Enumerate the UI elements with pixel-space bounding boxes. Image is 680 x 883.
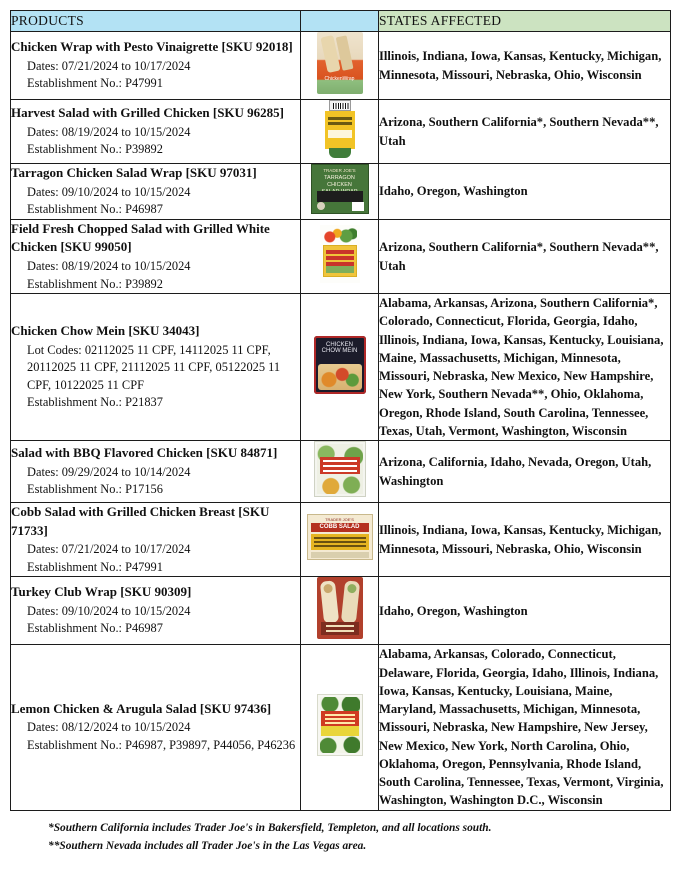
table-row <box>11 503 671 577</box>
table-row <box>11 577 671 645</box>
product-establishment: Establishment No.: P21837 <box>27 395 163 410</box>
footnotes <box>10 819 670 856</box>
states-list: Alabama, Arkansas, Arizona, Southern California*, Colorado, Connecticut, Florida, Georgia, Idaho, Illinois, Indiana, Iowa, Kansas, Kentucky, Louisiana, Maine, Massachusetts, Michigan, Minnesota, Missouri, Nebraska, New Mexico, New Hampshire, New York, Southern Nevada**, Ohio, Oklahoma, Oregon, Rhode Island, South Carolina, Tennessee, Texas, Utah, Vermont, Washington, Wisconsin <box>379 296 664 438</box>
column-header-products: PRODUCTS <box>11 11 301 32</box>
product-details-cell <box>11 577 301 645</box>
states-list: Arizona, Southern California*, Southern Nevada**, Utah <box>379 240 659 273</box>
footnote-southern-nevada: **Southern Nevada includes all Trader Joe's in the Las Vegas area. <box>48 839 367 852</box>
product-establishment: Establishment No.: P46987, P39897, P44056, P46236 <box>27 738 296 753</box>
product-dates: Dates: 09/29/2024 to 10/14/2024 <box>27 464 191 479</box>
recall-table <box>10 10 671 811</box>
product-details-cell <box>11 32 301 100</box>
tarragon-chicken-salad-wrap-package-image: TRADER JOE'S TARRAGON CHICKEN <box>311 164 369 214</box>
table-row <box>11 100 671 164</box>
product-dates: Dates: 08/19/2024 to 10/15/2024 <box>27 258 191 273</box>
product-details-cell <box>11 294 301 441</box>
product-dates: Dates: 07/21/2024 to 10/17/2024 <box>27 58 191 73</box>
table-row <box>11 220 671 294</box>
product-name: Field Fresh Chopped Salad with Grilled White Chicken [SKU 99050] <box>11 221 270 255</box>
table-row <box>11 645 671 810</box>
product-image-cell <box>301 503 379 577</box>
states-affected-cell <box>379 32 671 100</box>
states-list: Alabama, Arkansas, Colorado, Connecticut, Delaware, Florida, Georgia, Idaho, Illinois, Indiana, Iowa, Kansas, Kentucky, Louisiana, Maine, Maryland, Massachusetts, Michigan, Minnesota, Missouri, Nebraska, New Hampshire, New Jersey, New Mexico, New York, North Carolina, Ohio, Oklahoma, Oregon, Pennsylvania, Rhode Island, South Carolina, Tennessee, Texas, Vermont, Virginia, Washington, Washington D.C., Wisconsin <box>379 647 664 808</box>
chicken-wrap-pesto-vinaigrette-package-image: ChickenWrap <box>317 32 363 94</box>
states-affected-cell <box>379 100 671 164</box>
product-dates: Dates: 07/21/2024 to 10/17/2024 <box>27 542 191 557</box>
product-image-cell <box>301 645 379 810</box>
product-dates: Dates: 08/12/2024 to 10/15/2024 <box>27 720 191 735</box>
product-dates: Dates: 09/10/2024 to 10/15/2024 <box>27 603 191 618</box>
table-row <box>11 32 671 100</box>
states-affected-cell <box>379 441 671 503</box>
field-fresh-chopped-salad-package-image <box>320 225 360 283</box>
states-affected-cell <box>379 164 671 220</box>
states-list: Idaho, Oregon, Washington <box>379 184 528 199</box>
product-establishment: Establishment No.: P46987 <box>27 202 163 217</box>
product-name: Cobb Salad with Grilled Chicken Breast [SKU 71733] <box>11 504 270 538</box>
states-list: Illinois, Indiana, Iowa, Kansas, Kentucky, Michigan, Minnesota, Missouri, Nebraska, Ohio, Wisconsin <box>379 523 662 556</box>
salad-bbq-flavored-chicken-package-image <box>314 441 366 497</box>
product-details-cell <box>11 503 301 577</box>
product-name: Harvest Salad with Grilled Chicken [SKU 96285] <box>11 105 285 121</box>
cobb-salad-grilled-chicken-breast-package-image: TRADER JOE'S COBB SALAD <box>307 514 373 560</box>
chicken-chow-mein-package-image: CHICKEN CHOW MEIN <box>314 336 366 394</box>
product-details-cell <box>11 164 301 220</box>
table-row <box>11 164 671 220</box>
column-header-products-image <box>301 11 379 32</box>
lemon-chicken-arugula-salad-package-image <box>317 694 363 756</box>
table-row <box>11 294 671 441</box>
product-establishment: Establishment No.: P47991 <box>27 76 163 91</box>
turkey-club-wrap-package-image <box>317 577 363 639</box>
product-image-cell <box>301 294 379 441</box>
harvest-salad-grilled-chicken-package-image <box>323 100 357 158</box>
states-list: Arizona, Southern California*, Southern Nevada**, Utah <box>379 115 659 148</box>
product-dates: Dates: 09/10/2024 to 10/15/2024 <box>27 184 191 199</box>
product-name: Lemon Chicken & Arugula Salad [SKU 97436] <box>11 701 272 717</box>
column-header-states-affected: STATES AFFECTED <box>379 11 671 32</box>
product-details-cell <box>11 100 301 164</box>
footnote-southern-california: *Southern California includes Trader Joe's in Bakersfield, Templeton, and all locations south. <box>48 821 492 834</box>
product-name: Tarragon Chicken Salad Wrap [SKU 97031] <box>11 165 257 181</box>
product-establishment: Establishment No.: P17156 <box>27 482 163 497</box>
product-details-cell <box>11 441 301 503</box>
product-details-cell <box>11 220 301 294</box>
table-header-row <box>11 11 671 32</box>
product-dates: Dates: 08/19/2024 to 10/15/2024 <box>27 124 191 139</box>
product-establishment: Establishment No.: P47991 <box>27 559 163 574</box>
product-name: Turkey Club Wrap [SKU 90309] <box>11 584 192 600</box>
product-name: Salad with BBQ Flavored Chicken [SKU 84871] <box>11 445 278 461</box>
states-affected-cell <box>379 294 671 441</box>
states-affected-cell <box>379 220 671 294</box>
product-image-cell <box>301 220 379 294</box>
states-affected-cell <box>379 503 671 577</box>
product-establishment: Establishment No.: P46987 <box>27 621 163 636</box>
table-row <box>11 441 671 503</box>
states-list: Arizona, California, Idaho, Nevada, Oregon, Utah, Washington <box>379 455 652 488</box>
states-list: Illinois, Indiana, Iowa, Kansas, Kentucky, Michigan, Minnesota, Missouri, Nebraska, Ohio, Wisconsin <box>379 49 662 82</box>
product-establishment: Establishment No.: P39892 <box>27 276 163 291</box>
product-image-cell <box>301 577 379 645</box>
states-list: Idaho, Oregon, Washington <box>379 603 528 618</box>
product-image-cell <box>301 32 379 100</box>
product-image-cell <box>301 100 379 164</box>
product-image-cell <box>301 441 379 503</box>
states-affected-cell <box>379 645 671 810</box>
product-details-cell <box>11 645 301 810</box>
product-establishment: Establishment No.: P39892 <box>27 142 163 157</box>
states-affected-cell <box>379 577 671 645</box>
product-name: Chicken Wrap with Pesto Vinaigrette [SKU 92018] <box>11 39 293 55</box>
product-image-cell <box>301 164 379 220</box>
product-lot-codes: Lot Codes: 02112025 11 CPF, 14112025 11 CPF, 20112025 11 CPF, 21112025 11 CPF, 05122025 11 CPF, 10122025 11 CPF <box>27 342 281 392</box>
product-name: Chicken Chow Mein [SKU 34043] <box>11 323 200 339</box>
